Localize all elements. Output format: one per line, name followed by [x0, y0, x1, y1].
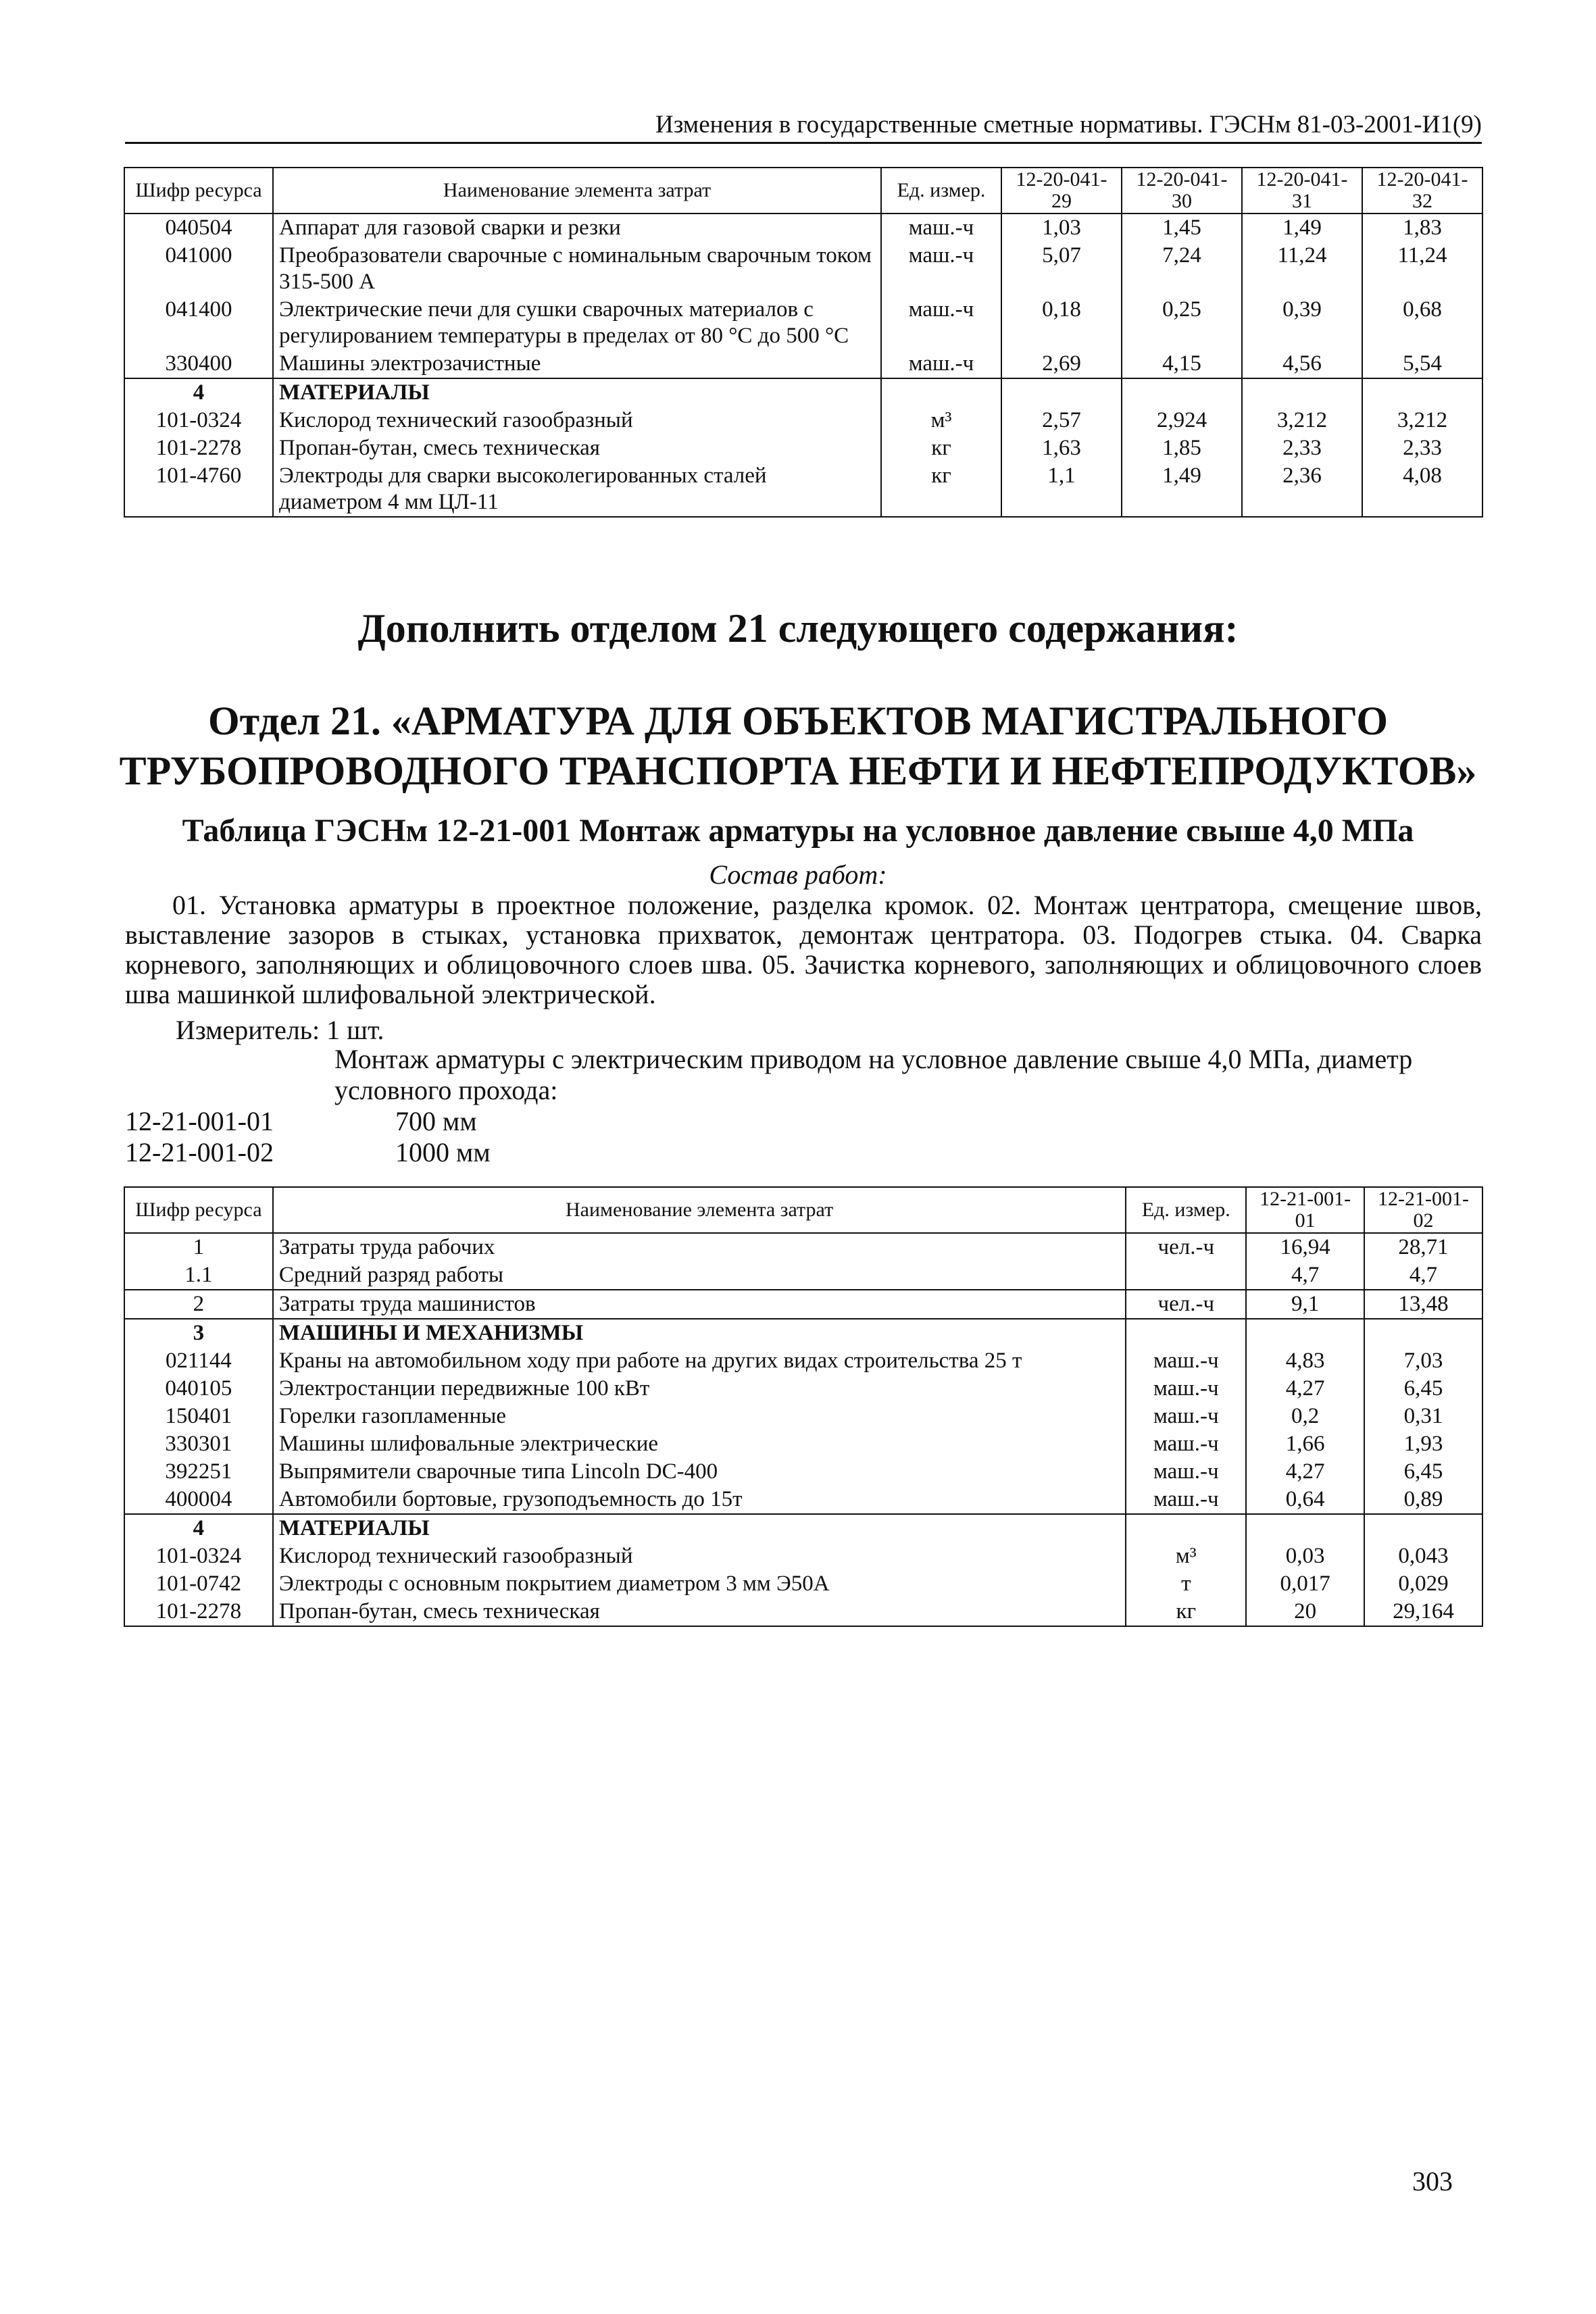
table-row — [124, 1403, 1482, 1430]
cell-code: 041000 — [124, 242, 273, 296]
cell-value: 0,89 — [1364, 1486, 1482, 1514]
cell-value: 1,49 — [1242, 213, 1362, 242]
column-header: Наименование элемента затрат — [273, 1187, 1126, 1233]
cell-value: 0,64 — [1246, 1486, 1364, 1514]
cell-value: 20 — [1246, 1598, 1364, 1626]
column-header: Ед. измер. — [881, 168, 1001, 213]
work-composition-text: 01. Установка арматуры в проектное положение, разделка кромок. 02. Монтаж центратора, смещение швов, выставление зазоров в стыках, установка прихваток, демонтаж центратора. 03. Подогрев стыка. 04. Сварка корневого, заполняющих и облицовочного слоев шва. 05. Зачистка корневого, заполняющих и облицовочного слоев шва машинкой шлифовальной электрической. — [125, 890, 1482, 1009]
column-header: Шифр ресурса — [124, 168, 273, 213]
cell-value: 2,924 — [1122, 407, 1242, 434]
cell-name: Электроды с основным покрытием диаметром 3 мм Э50А — [273, 1570, 1126, 1598]
cell-value: 1,93 — [1364, 1430, 1482, 1458]
cell-unit: кг — [881, 462, 1001, 517]
cell-value — [1122, 378, 1242, 407]
table-row — [124, 213, 1482, 242]
cell-value: 28,71 — [1364, 1233, 1482, 1261]
cell-value — [1246, 1514, 1364, 1542]
cell-value: 0,39 — [1242, 296, 1362, 350]
table-row — [124, 296, 1482, 350]
table-row — [124, 1486, 1482, 1514]
cell-code: 3 — [124, 1319, 273, 1347]
cell-value — [1364, 1514, 1482, 1542]
cell-unit — [1126, 1319, 1246, 1347]
cell-unit: маш.-ч — [1126, 1486, 1246, 1514]
cell-code: 040105 — [124, 1375, 273, 1403]
column-header: Наименование элемента затрат — [273, 168, 881, 213]
section-title-line-2: ТРУБОПРОВОДНОГО ТРАНСПОРТА НЕФТИ И НЕФТЕПРОДУКТОВ» — [119, 749, 1477, 793]
table-row — [124, 1598, 1482, 1626]
cell-value: 4,83 — [1246, 1347, 1364, 1375]
table-row — [124, 1347, 1482, 1375]
cell-value: 0,029 — [1364, 1570, 1482, 1598]
cell-value: 1,85 — [1122, 434, 1242, 462]
cell-unit: маш.-ч — [881, 296, 1001, 350]
cell-unit: маш.-ч — [1126, 1375, 1246, 1403]
page-number: 303 — [1412, 2166, 1453, 2196]
cell-code: 4 — [124, 1514, 273, 1542]
cell-value — [1001, 378, 1122, 407]
cell-unit: маш.-ч — [881, 213, 1001, 242]
cell-unit: чел.-ч — [1126, 1233, 1246, 1261]
table-row — [124, 1233, 1482, 1261]
cell-name: Автомобили бортовые, грузоподъемность до 15т — [273, 1486, 1126, 1514]
cell-value: 9,1 — [1246, 1290, 1364, 1319]
cell-name: Электростанции передвижные 100 кВт — [273, 1375, 1126, 1403]
cell-unit: чел.-ч — [1126, 1290, 1246, 1319]
cell-value: 4,08 — [1362, 462, 1482, 517]
cell-value: 0,2 — [1246, 1403, 1364, 1430]
cell-value: 4,56 — [1242, 350, 1362, 378]
cell-value: 2,36 — [1242, 462, 1362, 517]
column-header: 12-20-041-32 — [1362, 168, 1482, 213]
table-row — [124, 1570, 1482, 1598]
cell-name: Преобразователи сварочные с номинальным сварочным током 315-500 А — [273, 242, 881, 296]
table-row — [124, 1430, 1482, 1458]
cell-unit — [1126, 1514, 1246, 1542]
column-header: 12-20-041-30 — [1122, 168, 1242, 213]
table-row — [124, 1542, 1482, 1570]
column-header: 12-20-041-29 — [1001, 168, 1122, 213]
cell-name: Краны на автомобильном ходу при работе на других видах строительства 25 т — [273, 1347, 1126, 1375]
cell-name: Машины электрозачистные — [273, 350, 881, 378]
cell-name: Электроды для сварки высоколегированных сталей диаметром 4 мм ЦЛ-11 — [273, 462, 881, 517]
measure-unit: Измеритель: 1 шт. — [176, 1015, 384, 1045]
cell-value: 3,212 — [1242, 407, 1362, 434]
resource-table-1 — [124, 167, 1483, 518]
norm-description: Монтаж арматуры с электрическим приводом на условное давление свыше 4,0 МПа, диаметр условного прохода: — [334, 1044, 1413, 1105]
cell-value: 0,68 — [1362, 296, 1482, 350]
table-row — [124, 462, 1482, 517]
table-row — [124, 1375, 1482, 1403]
cell-value: 2,69 — [1001, 350, 1122, 378]
cell-unit: маш.-ч — [1126, 1430, 1246, 1458]
cell-name: Затраты труда рабочих — [273, 1233, 1126, 1261]
cell-unit: т — [1126, 1570, 1246, 1598]
variant-row — [125, 1106, 477, 1137]
variant-code: 12-21-001-01 — [125, 1106, 274, 1136]
cell-unit: кг — [881, 434, 1001, 462]
column-header: Ед. измер. — [1126, 1187, 1246, 1233]
cell-value: 7,03 — [1364, 1347, 1482, 1375]
section-title-line-1: Отдел 21. «АРМАТУРА ДЛЯ ОБЪЕКТОВ МАГИСТРАЛЬНОГО — [207, 699, 1389, 743]
column-header: 12-21-001-01 — [1246, 1187, 1364, 1233]
cell-value: 5,54 — [1362, 350, 1482, 378]
cell-value: 7,24 — [1122, 242, 1242, 296]
cell-unit: маш.-ч — [1126, 1403, 1246, 1430]
cell-name: Электрические печи для сушки сварочных материалов с регулированием температуры в пределах от 80 °С до 500 °С — [273, 296, 881, 350]
cell-value: 11,24 — [1242, 242, 1362, 296]
cell-code: 101-0324 — [124, 407, 273, 434]
cell-code: 150401 — [124, 1403, 273, 1430]
cell-value: 1,45 — [1122, 213, 1242, 242]
cell-unit — [1126, 1261, 1246, 1290]
cell-value: 1,03 — [1001, 213, 1122, 242]
cell-value: 4,27 — [1246, 1458, 1364, 1486]
table-row — [124, 1261, 1482, 1290]
cell-value: 6,45 — [1364, 1375, 1482, 1403]
resource-table-2 — [124, 1186, 1483, 1627]
cell-value: 1,83 — [1362, 213, 1482, 242]
cell-code: 101-2278 — [124, 1598, 273, 1626]
cell-code: 1 — [124, 1233, 273, 1261]
table-row — [124, 1458, 1482, 1486]
cell-value: 29,164 — [1364, 1598, 1482, 1626]
table-row — [124, 242, 1482, 296]
cell-name: Кислород технический газообразный — [273, 1542, 1126, 1570]
cell-name: МАТЕРИАЛЫ — [273, 378, 881, 407]
cell-name: Пропан-бутан, смесь техническая — [273, 434, 881, 462]
cell-value: 0,03 — [1246, 1542, 1364, 1570]
cell-code: 330301 — [124, 1430, 273, 1458]
cell-value — [1242, 378, 1362, 407]
cell-value: 2,33 — [1242, 434, 1362, 462]
cell-code: 400004 — [124, 1486, 273, 1514]
cell-value: 2,33 — [1362, 434, 1482, 462]
cell-code: 2 — [124, 1290, 273, 1319]
cell-name: Пропан-бутан, смесь техническая — [273, 1598, 1126, 1626]
cell-unit: маш.-ч — [1126, 1458, 1246, 1486]
table-row — [124, 350, 1482, 378]
cell-value: 13,48 — [1364, 1290, 1482, 1319]
cell-name: Горелки газопламенные — [273, 1403, 1126, 1430]
table-row — [124, 1514, 1482, 1542]
variant-size: 1000 мм — [395, 1137, 491, 1167]
cell-unit: маш.-ч — [881, 242, 1001, 296]
cell-value: 0,017 — [1246, 1570, 1364, 1598]
cell-value: 11,24 — [1362, 242, 1482, 296]
cell-value: 5,07 — [1001, 242, 1122, 296]
table-row — [124, 434, 1482, 462]
cell-code: 101-4760 — [124, 462, 273, 517]
section-title — [0, 696, 1596, 796]
cell-value: 0,043 — [1364, 1542, 1482, 1570]
cell-name: Аппарат для газовой сварки и резки — [273, 213, 881, 242]
cell-value: 1,49 — [1122, 462, 1242, 517]
cell-value: 2,57 — [1001, 407, 1122, 434]
table-row — [124, 407, 1482, 434]
cell-value: 16,94 — [1246, 1233, 1364, 1261]
cell-unit: м³ — [881, 407, 1001, 434]
cell-code: 1.1 — [124, 1261, 273, 1290]
cell-code: 101-2278 — [124, 434, 273, 462]
cell-value: 4,7 — [1246, 1261, 1364, 1290]
cell-value: 0,18 — [1001, 296, 1122, 350]
cell-name: Затраты труда машинистов — [273, 1290, 1126, 1319]
cell-name: Выпрямители сварочные типа Lincoln DC-400 — [273, 1458, 1126, 1486]
cell-value — [1364, 1319, 1482, 1347]
cell-value: 1,1 — [1001, 462, 1122, 517]
cell-value: 4,7 — [1364, 1261, 1482, 1290]
cell-code: 040504 — [124, 213, 273, 242]
cell-value — [1362, 378, 1482, 407]
cell-code: 330400 — [124, 350, 273, 378]
variant-size: 700 мм — [395, 1106, 477, 1136]
cell-value: 1,63 — [1001, 434, 1122, 462]
table-row — [124, 378, 1482, 407]
cell-unit: маш.-ч — [1126, 1347, 1246, 1375]
cell-code: 021144 — [124, 1347, 273, 1375]
cell-name: МАТЕРИАЛЫ — [273, 1514, 1126, 1542]
cell-code: 101-0324 — [124, 1542, 273, 1570]
composition-label: Состав работ: — [709, 859, 887, 890]
table-row — [124, 1319, 1482, 1347]
cell-name: МАШИНЫ И МЕХАНИЗМЫ — [273, 1319, 1126, 1347]
cell-unit: кг — [1126, 1598, 1246, 1626]
cell-value: 1,66 — [1246, 1430, 1364, 1458]
cell-code: 392251 — [124, 1458, 273, 1486]
cell-value — [1246, 1319, 1364, 1347]
cell-value: 4,15 — [1122, 350, 1242, 378]
cell-unit — [881, 378, 1001, 407]
supplement-heading: Дополнить отделом 21 следующего содержания: — [357, 606, 1239, 651]
cell-name: Средний разряд работы — [273, 1261, 1126, 1290]
cell-value: 4,27 — [1246, 1375, 1364, 1403]
cell-unit: маш.-ч — [881, 350, 1001, 378]
column-header: Шифр ресурса — [124, 1187, 273, 1233]
cell-value: 3,212 — [1362, 407, 1482, 434]
cell-value: 6,45 — [1364, 1458, 1482, 1486]
variant-code: 12-21-001-02 — [125, 1137, 274, 1167]
column-header: 12-20-041-31 — [1242, 168, 1362, 213]
cell-code: 101-0742 — [124, 1570, 273, 1598]
table-row — [124, 1290, 1482, 1319]
cell-value: 0,25 — [1122, 296, 1242, 350]
running-header: Изменения в государственные сметные нормативы. ГЭСНм 81-03-2001-И1(9) — [125, 108, 1482, 144]
cell-name: Кислород технический газообразный — [273, 407, 881, 434]
cell-value: 0,31 — [1364, 1403, 1482, 1430]
variant-row — [125, 1137, 491, 1168]
cell-code: 4 — [124, 378, 273, 407]
cell-code: 041400 — [124, 296, 273, 350]
cell-name: Машины шлифовальные электрические — [273, 1430, 1126, 1458]
column-header: 12-21-001-02 — [1364, 1187, 1482, 1233]
cell-unit: м³ — [1126, 1542, 1246, 1570]
table-title: Таблица ГЭСНм 12-21-001 Монтаж арматуры на условное давление свыше 4,0 МПа — [182, 813, 1414, 849]
